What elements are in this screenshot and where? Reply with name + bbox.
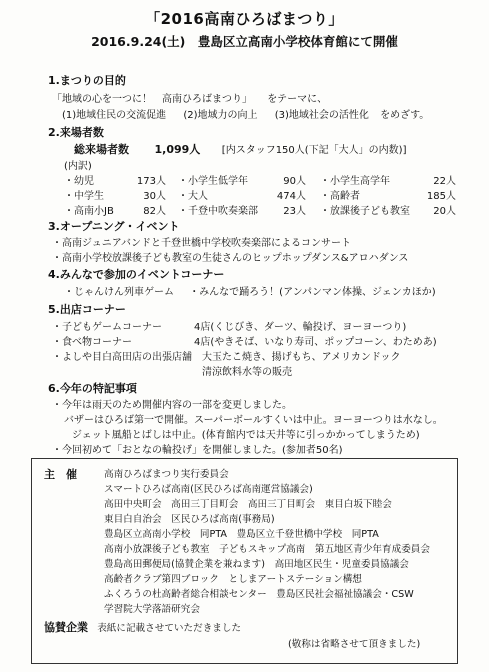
participation-item-1: ・じゃんけん列車ゲーム: [64, 287, 174, 298]
purpose-item-2: (2)地域力の向上: [183, 110, 258, 121]
opening-line-2: ・高南小学校放課後子ども教室の生徒さんのヒップホップダンス&アロハダンス: [52, 253, 409, 264]
stall-label: ・子どもゲームコーナー: [52, 322, 162, 333]
purpose-line-2: [62, 106, 429, 121]
sponsor-label: 協賛企業: [44, 621, 88, 634]
honorific-note: (敬称は省略させて頂きました): [288, 639, 421, 650]
breakdown-row: [64, 202, 456, 217]
host-line: 高南小放課後子ども教室 子どもスキップ高南 第五地区青少年育成委員会: [104, 544, 430, 555]
host-line: 高南ひろばまつり実行委員会: [104, 469, 229, 480]
purpose-end: をめざす。: [380, 110, 430, 121]
stall-row: [52, 318, 406, 333]
participation-line: [64, 283, 436, 298]
breakdown-label-cell: ・小学生高学年: [320, 176, 390, 187]
host-line: 豊島区立高南小学校 同PTA 豊島区立千登世橋中学校 同PTA: [104, 529, 379, 540]
stall-label: ・よしや目白高田店の出張店舗: [52, 352, 192, 363]
breakdown-label-cell: ・幼児: [64, 176, 94, 187]
total-note: [内スタッフ150人(下記「大人」の内数)]: [221, 145, 407, 156]
breakdown-value-cell: 22人: [433, 176, 456, 187]
purpose-line-1: [52, 90, 327, 105]
breakdown-value-cell: 30人: [143, 191, 166, 202]
breakdown-label-cell: ・高南小JB: [64, 206, 114, 217]
section-stalls-heading: 5.出店コーナー: [48, 303, 126, 316]
sponsor-text: 表紙に記載させていただきました: [97, 623, 242, 634]
host-line: 高田中央町会 高田三丁目町会 高田三丁目町会 東目白坂下睦会: [104, 499, 392, 510]
event-date-venue: 2016.9.24(土) 豊島区立高南小学校体育館にて開催: [91, 34, 398, 49]
host-line: 東目白自治会 区民ひろば高南(事務局): [104, 514, 275, 525]
breakdown-label-cell: ・小学生低学年: [178, 176, 248, 187]
breakdown-value-cell: 173人: [136, 176, 166, 187]
host-line: 高齢者クラブ第四ブロック としまアートステーション構想: [104, 574, 362, 585]
section-notes-heading: 6.今年の特記事項: [48, 382, 137, 395]
stall-detail: 4店(くじびき、ダーツ、輪投げ、ヨーヨーつり): [194, 322, 407, 333]
breakdown-value-cell: 23人: [283, 206, 306, 217]
host-line: 豊島高田郵便局(協賛企業を兼ねます) 高田地区民生・児童委員協議会: [104, 559, 409, 570]
purpose-item-3: (3)地域社会の活性化: [274, 110, 369, 121]
sponsor-line: [44, 619, 241, 635]
breakdown-label: (内訳): [64, 161, 92, 172]
stall-detail: 大玉たこ焼き、揚げもち、アメリカンドック: [202, 352, 401, 363]
breakdown-value-cell: 90人: [283, 176, 306, 187]
breakdown-label-cell: ・大人: [178, 191, 208, 202]
purpose-theme-suffix: をテーマに、: [267, 94, 328, 105]
breakdown-label-cell: ・千登中吹奏楽部: [178, 206, 258, 217]
breakdown-row: [64, 172, 456, 187]
section-attendance-heading: 2.来場者数: [48, 126, 104, 139]
breakdown-label-cell: ・高齢者: [320, 191, 360, 202]
notes-line-3: ジェット風船とばしは中止。(体育館内では天井等に引っかかってしまうため): [72, 430, 420, 441]
notes-line-1: ・今年は雨天のため開催内容の一部を変更しました。: [52, 400, 292, 411]
breakdown-label-cell: ・放課後子ども教室: [320, 206, 410, 217]
breakdown-row: [64, 187, 456, 202]
total-value: 1,099人: [154, 143, 201, 156]
host-line: スマートひろば高南(区民ひろば高南運営協議会): [104, 484, 313, 495]
breakdown-value-cell: 474人: [276, 191, 306, 202]
page-title: 「2016高南ひろばまつり」: [145, 10, 344, 28]
stall-row: [52, 348, 401, 363]
attendance-total-line: [74, 141, 407, 157]
participation-item-2: ・みんなで踊ろう！(アンパンマン体操、ジェンカほか): [189, 287, 436, 298]
breakdown-label-cell: ・中学生: [64, 191, 104, 202]
breakdown-value-cell: 185人: [426, 191, 456, 202]
notes-line-2: バザーはひろば第一で開催。スーパーボールすくいは中止。ヨーヨーつりは水なし。: [64, 415, 443, 426]
host-line: 学習院大学落語研究会: [104, 604, 200, 615]
section-purpose-heading: 1.まつりの目的: [48, 74, 126, 87]
stall-extra: 清涼飲料水等の販売: [202, 367, 292, 378]
purpose-item-1: (1)地域住民の交流促進: [62, 110, 167, 121]
stall-detail: 4店(やきそば、いなり寿司、ポップコーン、わためあ): [194, 337, 437, 348]
section-opening-heading: 3.オープニング・イベント: [48, 220, 180, 233]
purpose-theme: 「地域の心を一つに！ 高南ひろばまつり」: [52, 94, 252, 105]
section-participation-heading: 4.みんなで参加のイベントコーナー: [48, 268, 225, 281]
host-line: ふくろうの杜高齢者総合相談センター 豊島区民社会福祉協議会・CSW: [104, 589, 414, 600]
stall-row: [52, 333, 437, 348]
stall-label: ・食べ物コーナー: [52, 337, 132, 348]
opening-line-1: ・高南ジュニアバンドと千登世橋中学校吹奏楽部によるコンサート: [52, 238, 351, 249]
host-label: 主 催: [44, 468, 77, 481]
breakdown-value-cell: 82人: [143, 206, 166, 217]
breakdown-value-cell: 20人: [433, 206, 456, 217]
total-label: 総来場者数: [74, 143, 129, 156]
notes-line-4: ・今回初めて「おとなの輪投げ」を開催しました。(参加者50名): [52, 445, 343, 456]
